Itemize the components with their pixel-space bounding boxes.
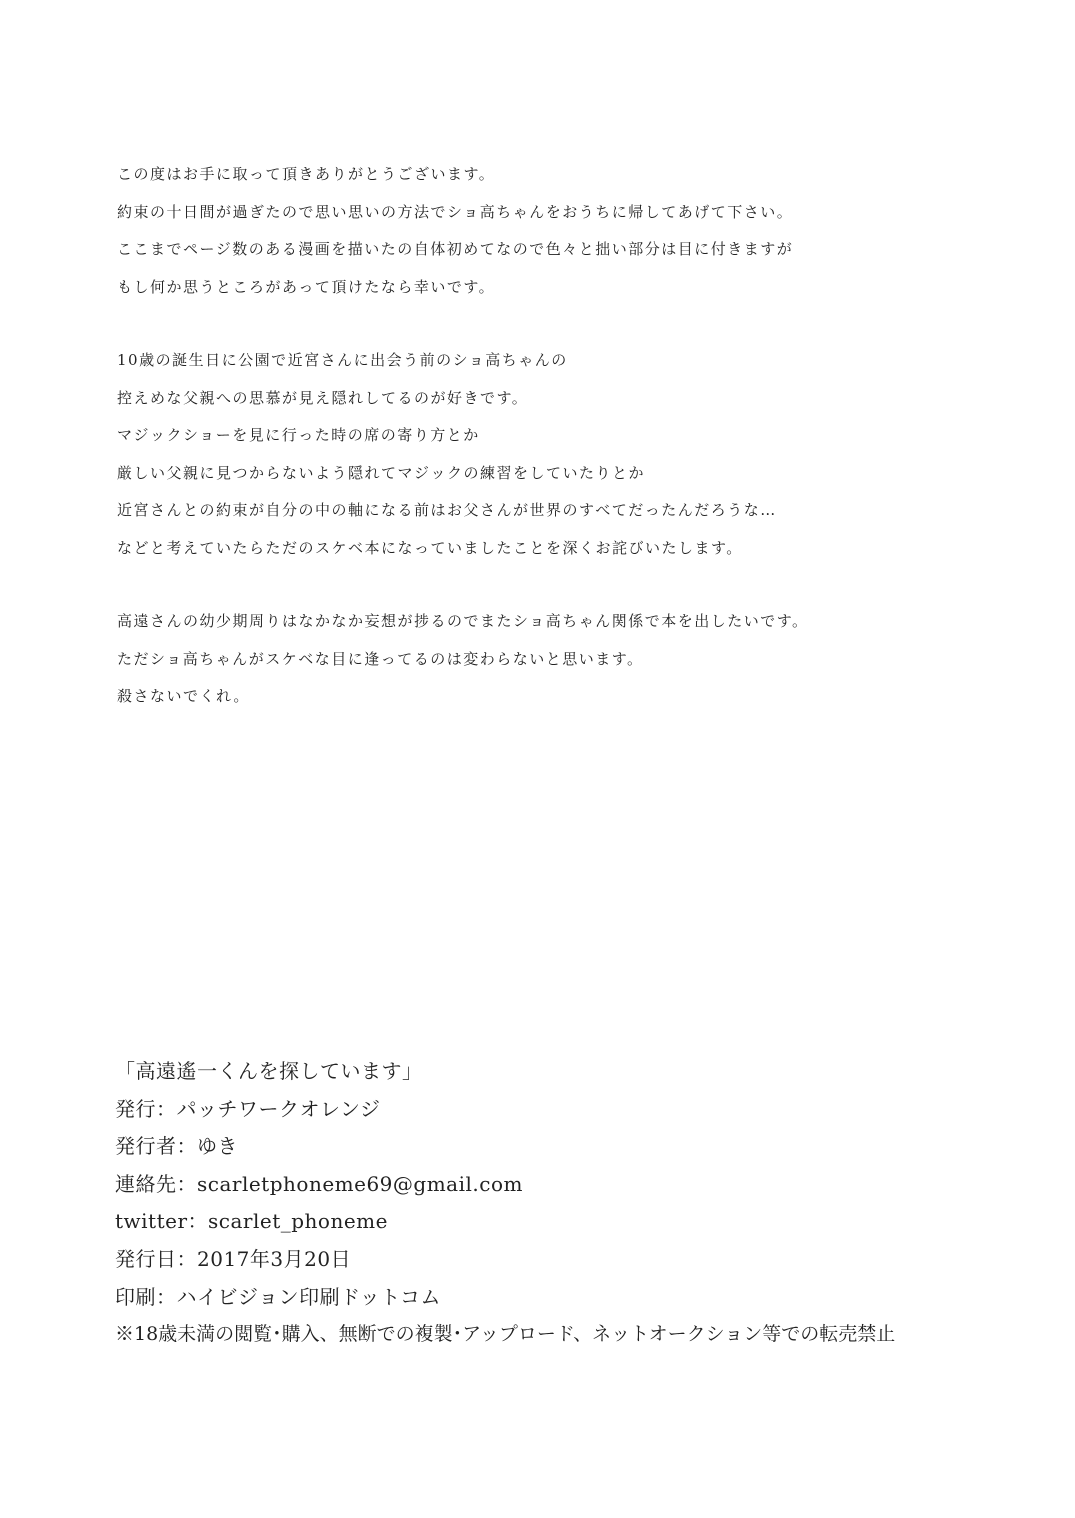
twitter-line: twitter：scarlet_phoneme (115, 1209, 388, 1234)
afterword-paragraph-1 (117, 156, 1017, 306)
book-title: 「高遠遙一くんを探しています」 (115, 1059, 423, 1083)
printer-line: 印刷：ハイビジョン印刷ドットコム (115, 1284, 441, 1309)
afterword-line: 約束の十日間が過ぎたので思い思いの方法でショ高ちゃんをおうちに帰してあげて下さい。 (117, 202, 794, 221)
afterword-line: などと考えていたらただのスケベ本になっていましたことを深くお詫びいたします。 (117, 538, 743, 557)
afterword-paragraph-2 (117, 342, 1017, 567)
author-line: 発行者：ゆき (115, 1134, 238, 1159)
contact-line: 連絡先：scarletphoneme69@gmail.com (115, 1171, 523, 1196)
afterword (117, 156, 1017, 716)
colophon (115, 1053, 1055, 1354)
afterword-line: 近宮さんとの約束が自分の中の軸になる前はお父さんが世界のすべてだったんだろうな… (117, 501, 777, 519)
afterword-line: ただショ高ちゃんがスケベな目に逢ってるのは変わらないと思います。 (117, 649, 644, 668)
afterword-line: マジックショーを見に行った時の席の寄り方とか (117, 426, 480, 444)
afterword-line: もし何か思うところがあって頂けたなら幸いです。 (117, 277, 496, 296)
afterword-line: 厳しい父親に見つからないよう隠れてマジックの練習をしていたりとか (117, 463, 646, 482)
afterword-line: ここまでページ数のある漫画を描いたの自体初めてなので色々と拙い部分は目に付きますが (117, 240, 794, 258)
afterword-paragraph-3 (117, 603, 1017, 716)
age-restriction-warning: ※18歳未満の閲覧･購入、無断での複製･アップロード、ネットオークション等での転売禁止 (115, 1323, 896, 1346)
afterword-line: 殺さないでくれ。 (117, 687, 250, 705)
afterword-line: 10歳の誕生日に公園で近宮さんに出会う前のショ高ちゃんの (117, 351, 568, 369)
afterword-line: この度はお手に取って頂きありがとうございます。 (117, 165, 496, 183)
afterword-line: 控えめな父親への思慕が見え隠れしてるのが好きです。 (117, 388, 529, 407)
afterword-line: 高遠さんの幼少期周りはなかなか妄想が捗るのでまたショ高ちゃん関係で本を出したいです。 (117, 612, 809, 630)
publish-date-line: 発行日：2017年3月20日 (115, 1246, 352, 1271)
publisher-line: 発行：パッチワークオレンジ (115, 1096, 381, 1121)
